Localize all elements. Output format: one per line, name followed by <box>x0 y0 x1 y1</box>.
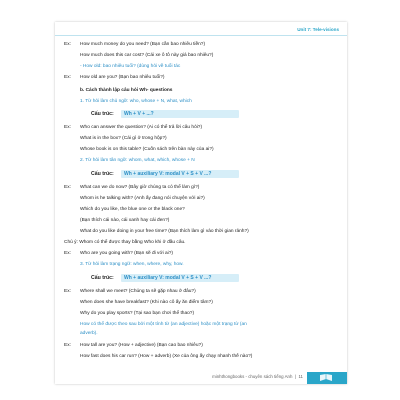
ex-label: Ex: <box>64 75 71 80</box>
text-line: Whose book is on this table? (Cuốn sách trên bàn này của ai?) <box>80 147 214 152</box>
text-line: When does she have breakfast? (Khi nào cô ấy ăn điểm tâm?) <box>80 300 213 305</box>
book-logo-icon <box>319 374 333 382</box>
text-line: What do you like doing in your free time? (Bạn thích làm gì vào thời gian rảnh?) <box>80 229 249 234</box>
text-line: Where shall we meet? (Chúng ta sẽ gặp nhau ở đâu?) <box>80 289 196 294</box>
structure-formula-box: Wh + auxiliary V: modal V + S + V ...? <box>121 170 239 178</box>
text-line: - How old: bao nhiêu tuổi? (dùng hỏi về tuổi tác <box>80 64 181 69</box>
text-line: What can we do now? (Bây giờ chúng ta có thể làm gì?) <box>80 185 200 190</box>
subsection-heading: 2. Từ hỏi làm tân ngữ: whom, what, which, whose + N <box>80 158 195 163</box>
subsection-heading: 1. Từ hỏi làm chủ ngữ: who, whose + N, what, which <box>80 99 192 104</box>
section-heading: b. Cách thành lập câu hỏi Wh- questions <box>80 88 173 93</box>
text-line: How much money do you need? (Bạn cần bao nhiêu tiền?) <box>80 42 206 47</box>
ex-label: Ex: <box>64 42 71 47</box>
text-line: Why do you play sports? (Tại sao bạn chơi thể thao?) <box>80 311 195 316</box>
ex-label: Ex: <box>64 289 71 294</box>
text-line: How có thể được theo sau bởi một tính từ (an adjective) hoặc một trạng từ (an <box>80 322 247 327</box>
text-line: What is in the box? (Cái gì ở trong hộp?) <box>80 136 167 141</box>
ex-label: Ex: <box>64 343 71 348</box>
page-footer <box>55 370 347 384</box>
text-line: How fast does his car run? (How + adverb) (Xe của ông ấy chạy nhanh thế nào?) <box>80 354 253 359</box>
unit-header: Unit 7: Tele-visions <box>297 27 339 32</box>
ex-label: Ex: <box>64 251 71 256</box>
subsection-heading: 3. Từ hỏi làm trạng ngữ: when, where, why, how. <box>80 262 184 267</box>
header-divider <box>55 35 347 36</box>
text-line: Who can answer the question? (Ai có thể trả lời câu hỏi?) <box>80 125 203 130</box>
structure-label: Cấu trúc: <box>91 171 114 177</box>
book-page <box>55 22 347 384</box>
text-line: How tall are you? (How + adjective) (Bạn cao bao nhiêu?) <box>80 343 203 348</box>
ex-label: Ex: <box>64 185 71 190</box>
text-line: Who are you going with? (Bạn sẽ đi với ai?) <box>80 251 174 256</box>
structure-formula-box: Wh + V + ...? <box>121 110 239 118</box>
footer-text: minhthongbooks - chuyên sách tiếng Anh | 11 <box>212 374 303 379</box>
structure-label: Cấu trúc: <box>91 275 114 281</box>
ex-label: Ex: <box>64 125 71 130</box>
text-line: How old are you? (Bạn bao nhiêu tuổi?) <box>80 75 165 80</box>
text-line: (Bạn thích cái nào, cái xanh hay cái đen?) <box>80 218 170 223</box>
text-line: How much does this car cost? (Cái xe ô tô này giá bao nhiêu?) <box>80 53 214 58</box>
text-line: Whom is he talking with? (Anh ấy đang nói chuyện với ai?) <box>80 196 205 201</box>
note-line: Chú ý: Whom có thể được thay bằng Who khi ở đầu câu. <box>64 240 186 245</box>
text-line: adverb). <box>80 331 98 336</box>
page-number: 11 <box>298 374 303 379</box>
footer-brand: minhthongbooks - chuyên sách tiếng Anh <box>212 374 293 379</box>
structure-formula-box: Wh + auxiliary V: modal V + S + V ...? <box>121 274 239 282</box>
structure-label: Cấu trúc: <box>91 111 114 117</box>
text-line: Which do you like, the blue one or the black one? <box>80 207 185 212</box>
